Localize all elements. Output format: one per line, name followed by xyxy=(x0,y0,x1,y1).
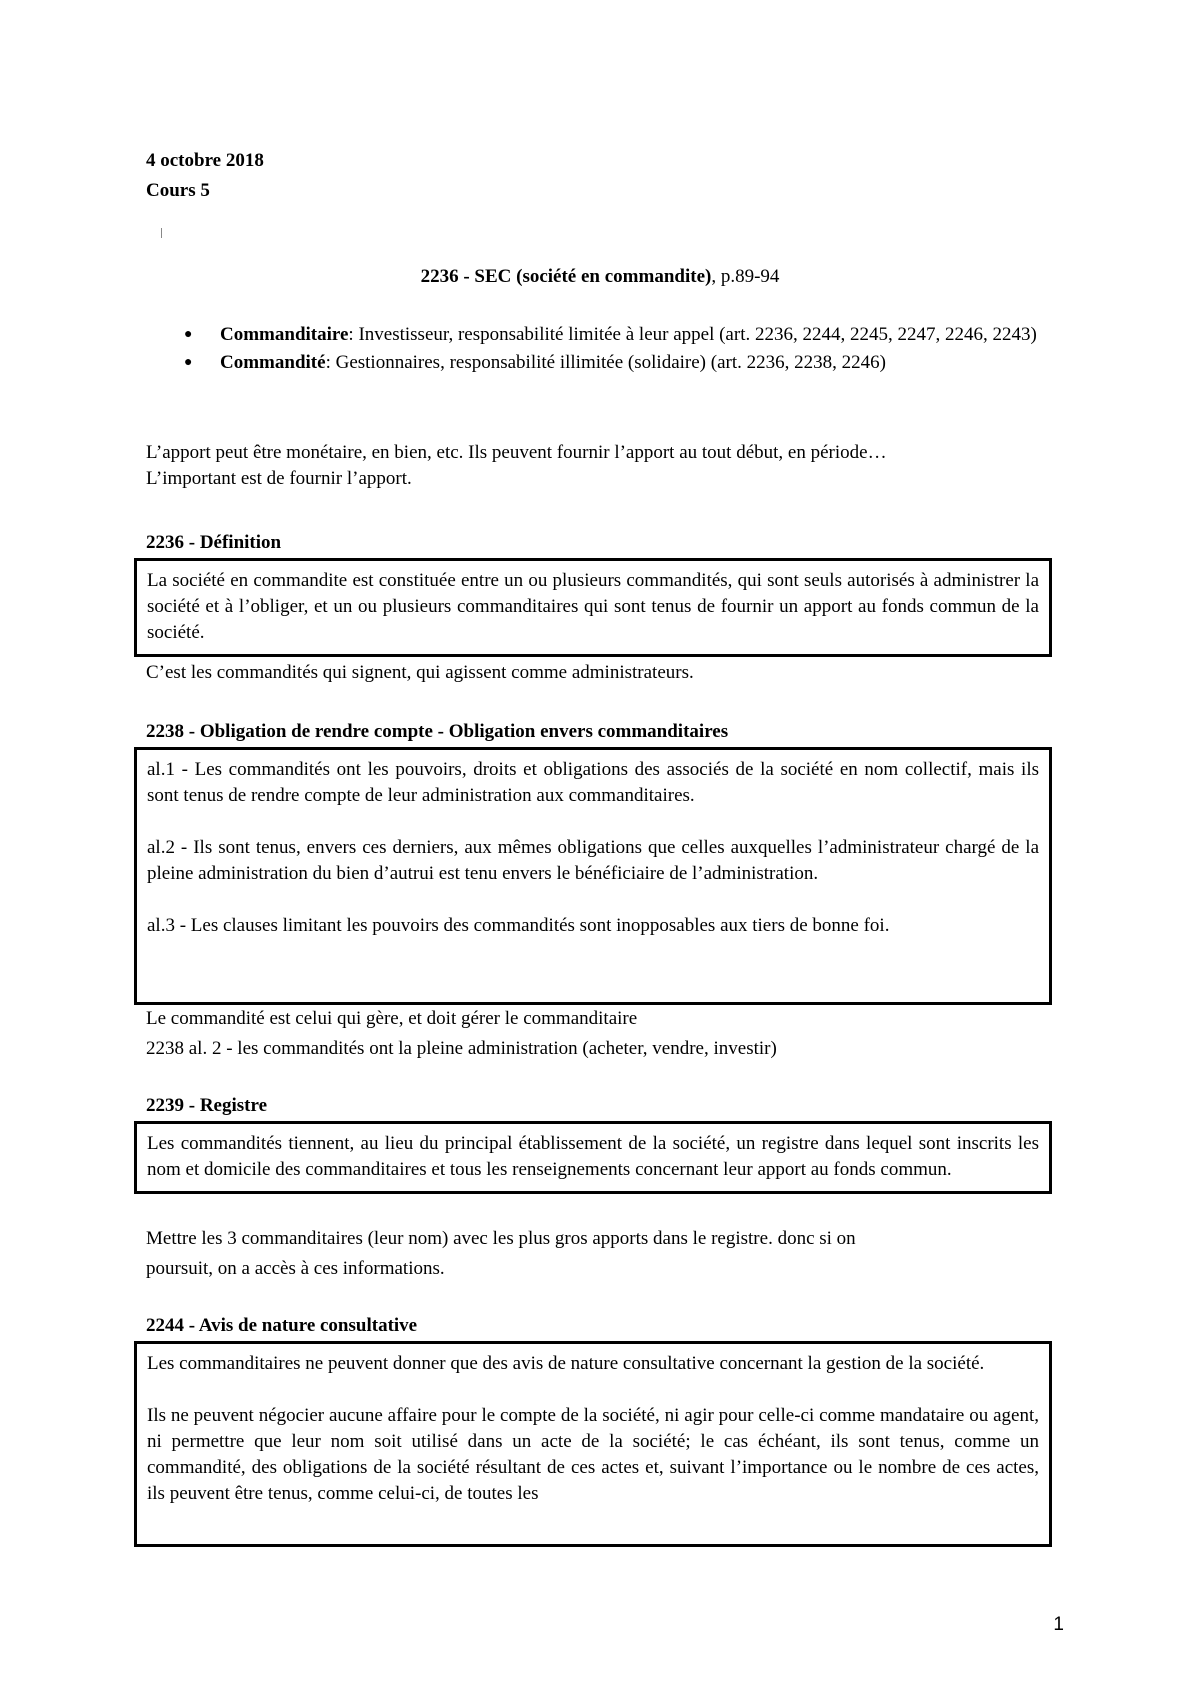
note-2238 xyxy=(146,1006,1066,1062)
article-text: Ils ne peuvent négocier aucune affaire pour le compte de la société, ni agir pour celle-ci comme mandataire ou agent, ni permettre que leur nom soit utilisé dans un acte de la société; le cas échéant, ils sont tenus, comme un commandité, des obligations de la société résultant de ces actes et, suivant l’importance ou le nombre de ces actes, ils peuvent être tenus, comme celui-ci, de toutes les xyxy=(147,1405,1039,1504)
section-heading-2236: 2236 - Définition xyxy=(146,532,282,553)
list-item xyxy=(176,350,1056,376)
bullet-text: : Gestionnaires, responsabilité illimitée (solidaire) (art. 2236, 2238, 2246) xyxy=(325,352,886,373)
intro-paragraph xyxy=(146,440,1066,492)
section-heading-2239: 2239 - Registre xyxy=(146,1095,268,1116)
article-text: al.3 - Les clauses limitant les pouvoirs des commandités sont inopposables aux tiers de bonne foi. xyxy=(147,915,890,936)
note-line: poursuit, on a accès à ces informations. xyxy=(146,1258,445,1279)
note-2239 xyxy=(146,1224,1066,1284)
document-header xyxy=(146,146,264,206)
article-box-2244 xyxy=(134,1341,1052,1547)
article-box-2239 xyxy=(134,1121,1052,1194)
page-title xyxy=(0,264,1200,290)
intro-line: L’important est de fournir l’apport. xyxy=(146,468,412,489)
page-title-main: 2236 - SEC (société en commandite) xyxy=(420,266,712,287)
section-heading-2244: 2244 - Avis de nature consultative xyxy=(146,1315,418,1336)
bullet-term: Commanditaire xyxy=(220,324,349,345)
bullet-term: Commandité xyxy=(220,352,326,373)
list-item xyxy=(176,322,1056,348)
article-text: La société en commandite est constituée entre un ou plusieurs commandités, qui sont seuls autorisés à administrer la société et à l’obliger, et un ou plusieurs commanditaires qui sont tenus de fournir un apport au fonds commun de la société. xyxy=(147,570,1039,643)
note-line: Le commandité est celui qui gère, et doit gérer le commanditaire xyxy=(146,1008,638,1029)
page-title-pages: , p.89-94 xyxy=(711,266,780,287)
header-date: 4 octobre 2018 xyxy=(146,150,264,171)
article-text: Les commandités tiennent, au lieu du principal établissement de la société, un registre dans lequel sont inscrits les nom et domicile des commanditaires et tous les renseignements concernant leur apport au fonds commun. xyxy=(147,1133,1039,1180)
article-text: al.1 - Les commandités ont les pouvoirs, droits et obligations des associés de la société en nom collectif, mais ils sont tenus de rendre compte de leur administration aux commanditaires. xyxy=(147,759,1039,806)
note-line: Mettre les 3 commanditaires (leur nom) avec les plus gros apports dans le registre. donc si on xyxy=(146,1228,856,1249)
article-box-2238 xyxy=(134,747,1052,1005)
article-text: Les commanditaires ne peuvent donner que des avis de nature consultative concernant la gestion de la société. xyxy=(147,1353,985,1374)
note-line: 2238 al. 2 - les commandités ont la pleine administration (acheter, vendre, investir) xyxy=(146,1038,777,1059)
article-box-2236 xyxy=(134,558,1052,657)
bullet-icon: ● xyxy=(184,355,193,370)
note-2236: C’est les commandités qui signent, qui agissent comme administrateurs. xyxy=(146,662,694,683)
bullet-icon: ● xyxy=(184,327,193,342)
page-number: 1 xyxy=(1053,1614,1064,1635)
margin-mark xyxy=(161,228,162,238)
bullet-text: : Investisseur, responsabilité limitée à leur appel (art. 2236, 2244, 2245, 2247, 2246, 2243) xyxy=(348,324,1037,345)
intro-line: L’apport peut être monétaire, en bien, etc. Ils peuvent fournir l’apport au tout début, en période… xyxy=(146,442,887,463)
article-text: al.2 - Ils sont tenus, envers ces derniers, aux mêmes obligations que celles auxquelles l’administrateur chargé de la pleine administration du bien d’autrui est tenu envers le bénéficiaire de l’administration. xyxy=(147,837,1039,884)
header-course: Cours 5 xyxy=(146,180,210,201)
section-heading-2238: 2238 - Obligation de rendre compte - Obligation envers commanditaires xyxy=(146,721,729,742)
definition-list xyxy=(176,322,1056,378)
